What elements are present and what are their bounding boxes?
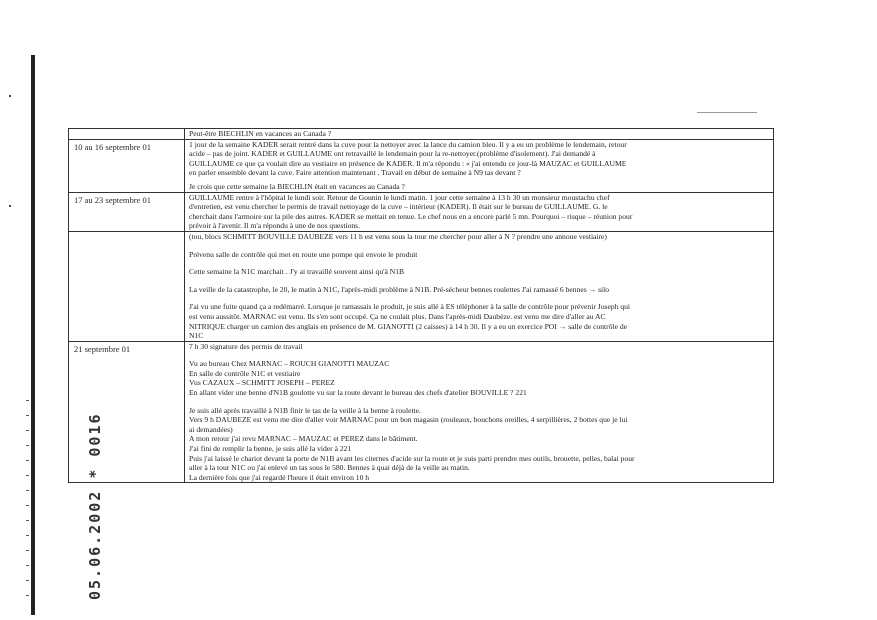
table-row xyxy=(69,192,774,231)
text-line: Vu au bureau Chez MARNAC – ROUCH GIANOTTI MAUZAC xyxy=(189,359,390,369)
scan-tick xyxy=(26,580,29,581)
scan-tick xyxy=(26,490,29,491)
scan-tick xyxy=(26,535,29,536)
content-cell xyxy=(185,139,774,192)
spacer xyxy=(189,242,769,250)
text-line: en parler ensemble devant la cuve. Faire attention maintenant . Travail en début de semaine à N9 tas devant ? xyxy=(189,168,521,178)
table-row xyxy=(69,129,774,140)
text-line: La dernière fois que j'ai regardé l'heure il était environ 10 h xyxy=(189,472,370,482)
scan-edge-bar xyxy=(31,55,35,615)
text-line: Prévenu salle de contrôle qui met en route une pompe qui envoie le produit xyxy=(189,249,418,259)
text-line: Peut-être BIECHLIN en vacances au Canada ? xyxy=(189,129,332,138)
scan-tick xyxy=(26,400,29,401)
text-line: d'entretien, est venu chercher le permis de travail nettoyage de la cuve – intérieur (KADER). Il était sur le bureau de GUILLAUME. G. le xyxy=(189,202,608,212)
text-line: Je suis allé après travaillé à N1B finir le tas de la veille à la benne à roulette. xyxy=(189,405,421,415)
text-line: La veille de la catastrophe, le 20, le matin à N1C, l'après-midi problème à N1B. Pré-sécheur bennes roulettes J'ai ramassé 6 bennes → silo xyxy=(189,284,610,294)
text-line: En allant vider une benne d'N1B goulotte vu sur la route devant le bureau des chefs d'atelier BOUVILLE ? 221 xyxy=(189,388,527,398)
scan-tick xyxy=(26,550,29,551)
content-cell xyxy=(185,129,774,140)
date-cell xyxy=(69,192,185,231)
scan-speck xyxy=(9,205,11,207)
text-line: 7 h 30 signature des permis de travail xyxy=(189,341,303,351)
date-stamp: 05.06.2002 * 0016 xyxy=(86,412,104,600)
text-line: aller à la tour N1C ou j'ai enlevé un tas sous le 580. Bennes à quai déjà de la veille au matin. xyxy=(189,463,470,473)
text-line: J'ai fini de remplir la benne, je suis allé la vider à 221 xyxy=(189,444,352,454)
table-row xyxy=(69,139,774,192)
spacer xyxy=(189,259,769,267)
table-row xyxy=(69,341,774,483)
text-line: En salle de contrôle N1C et vestiaire xyxy=(189,368,301,378)
text-line: A mon retour j'ai revu MARNAC – MAUZAC et PEREZ dans le bâtiment. xyxy=(189,434,418,444)
date-label: 17 au 23 septembre 01 xyxy=(74,194,151,205)
table-row xyxy=(69,231,774,341)
text-line: 1 jour de la semaine KADER serait rentré dans la cuve pour la nettoyer avec la lance du camion bleu. Il y a eu un problème le lendemain, retour xyxy=(189,139,627,149)
scan-tick xyxy=(26,430,29,431)
text-line: ai demandées) xyxy=(189,424,233,434)
scan-tick xyxy=(26,475,29,476)
text-line: NITRIQUE charger un camion des anglais en présence de M. GIANOTTI (2 caisses) à 14 h 30. Il y a eu un exercice POI → salle de contrôle de xyxy=(189,321,628,331)
text-line: Vers 9 h DAUBEZE est venu me dire d'aller voir MARNAC pour un bon magasin (rouleaux, bouchons oreilles, 4 serpillières, 2 bottes que je lui xyxy=(189,415,628,425)
date-label: 10 au 16 septembre 01 xyxy=(74,141,151,152)
scan-tick xyxy=(26,565,29,566)
content-cell xyxy=(185,341,774,483)
spacer xyxy=(189,398,769,406)
text-line: N1C xyxy=(189,331,204,341)
scan-tick xyxy=(26,505,29,506)
text-line: acide – pas de joint. KADER et GUILLAUME ont retravaillé le lendemain pour la re-nettoyer.(problème d'isolement). J'ai demandé à xyxy=(189,149,596,159)
text-line: cherchait dans l'armoire sur la pile des autres. KADER se mettait en tenue. Le chef nous en a encore parlé 5 mn. Pourquoi – risque – réunion pour xyxy=(189,211,633,221)
text-line: (tou, blocs SCHMITT BOUVILLE DAUBEZE vers 11 h est venu sous la tour me chercher pour aller à N ? prendre une annoue vestiaire) xyxy=(189,231,607,241)
date-label: 21 septembre 01 xyxy=(74,343,131,354)
date-cell xyxy=(69,231,185,341)
date-cell xyxy=(69,129,185,140)
content-cell xyxy=(185,192,774,231)
content-cell xyxy=(185,231,774,341)
scan-tick xyxy=(26,520,29,521)
spacer xyxy=(189,277,769,285)
text-line: prévoir à l'avenir. Il m'a répondu à une de nos questions. xyxy=(189,221,361,231)
scan-tick xyxy=(26,595,29,596)
scan-speck xyxy=(9,95,11,97)
text-line: Vus CAZAUX – SCHMITT JOSEPH – PEREZ xyxy=(189,378,335,388)
spacer xyxy=(189,351,769,359)
text-line: GUILLAUME ce que ça voulait dire au vestiaire en présence de KADER. Il m'a répondu : « j'ai entendu ce jour-là MAUZAC et GUILLAUME xyxy=(189,158,627,168)
text-line: GUILLAUME rentre à l'hôpital le lundi soir. Retour de Gounin le lundi matin. 1 jour cette semaine à 13 h 30 un monsieur moustachu chef xyxy=(189,192,610,202)
scan-tick xyxy=(26,415,29,416)
testimony-table xyxy=(68,128,774,483)
text-line: Cette semaine la N1C marchait . J'y ai travaillé souvent ainsi qu'à N1B xyxy=(189,267,405,277)
scan-tick xyxy=(26,445,29,446)
text-line: Je crois que cette semaine la BIECHLIN était en vacances au Canada ? xyxy=(189,181,405,191)
scan-mark xyxy=(697,112,757,113)
text-line: est venu aussitôt. MARNAC est venu. Ils s'en sont occupé. Ça ne coulait plus. Dans l'après-midi Daubèze. est venu me dire d'aller au AC xyxy=(189,311,606,321)
spacer xyxy=(189,294,769,302)
text-line: J'ai vu une fuite quand ça a redémarré. Lorsque je ramassais le produit, je suis allé à ES téléphoner à la salle de contrôle pour prévenir Joseph qui xyxy=(189,302,631,312)
date-cell xyxy=(69,139,185,192)
scan-tick xyxy=(26,460,29,461)
text-line: Puis j'ai laissé le chariot devant la porte de N1B avant les citernes d'acide sur la route et je suis parti prendre mes outils, brouette, pelles, balai pour xyxy=(189,453,635,463)
